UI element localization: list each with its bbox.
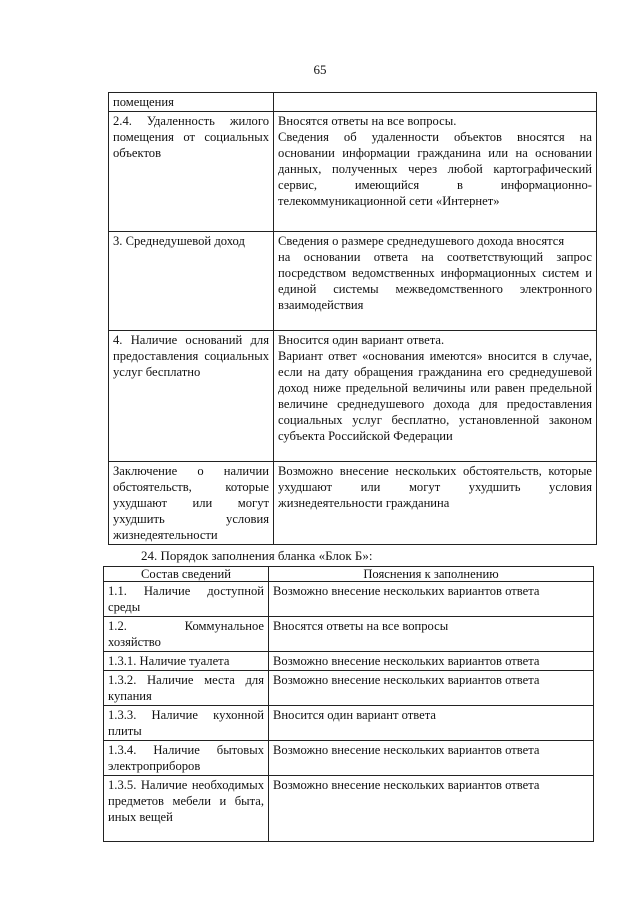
explanation-paragraph: Вносятся ответы на все вопросы. bbox=[278, 114, 457, 128]
explanation-paragraph: на основании ответа на соответствующий запрос посредством ведомственных информационных систем и единой системы межведомственного электронного взаимодействия bbox=[278, 250, 592, 312]
table-row bbox=[109, 232, 597, 331]
row-label: 1.2. Коммунальное хозяйство bbox=[104, 617, 269, 652]
table-row bbox=[109, 462, 597, 545]
explanation-paragraph: Сведения об удаленности объектов вносятся на основании информации гражданина или на основании данных, полученных через любой картографический сервис, имеющийся в информационно-телекоммуникационной сети «Интернет» bbox=[278, 130, 592, 208]
row-label: 1.3.5. Наличие необходимых предметов мебели и быта, иных вещей bbox=[104, 776, 269, 842]
row-label: 1.3.3. Наличие кухонной плиты bbox=[104, 706, 269, 741]
row-label: 1.3.1. Наличие туалета bbox=[104, 652, 269, 671]
row-explanation bbox=[274, 112, 597, 232]
table-row bbox=[104, 776, 594, 842]
row-explanation bbox=[274, 331, 597, 462]
table-block-b bbox=[103, 566, 594, 842]
row-label: помещения bbox=[109, 93, 274, 112]
row-explanation: Возможно внесение нескольких вариантов ответа bbox=[269, 776, 594, 842]
row-label: 1.1. Наличие доступной среды bbox=[104, 582, 269, 617]
table-row bbox=[104, 741, 594, 776]
table-row bbox=[104, 671, 594, 706]
row-explanation: Вносятся ответы на все вопросы bbox=[269, 617, 594, 652]
column-header: Состав сведений bbox=[104, 567, 269, 582]
row-explanation bbox=[274, 232, 597, 331]
row-explanation: Возможно внесение нескольких вариантов ответа bbox=[269, 652, 594, 671]
row-label: 2.4. Удаленность жилого помещения от социальных объектов bbox=[109, 112, 274, 232]
table-row bbox=[109, 112, 597, 232]
explanation-paragraph: Вносится один вариант ответа. bbox=[278, 333, 445, 347]
table-row bbox=[109, 93, 597, 112]
row-label: 3. Среднедушевой доход bbox=[109, 232, 274, 331]
table-row bbox=[104, 617, 594, 652]
table-row bbox=[109, 331, 597, 462]
section-title: 24. Порядок заполнения бланка «Блок Б»: bbox=[141, 548, 373, 563]
row-explanation: Возможно внесение нескольких вариантов ответа bbox=[269, 741, 594, 776]
row-explanation: Возможно внесение нескольких вариантов ответа bbox=[269, 582, 594, 617]
row-explanation bbox=[274, 462, 597, 545]
table-row bbox=[104, 582, 594, 617]
table-row bbox=[104, 652, 594, 671]
row-label: 1.3.4. Наличие бытовых электроприборов bbox=[104, 741, 269, 776]
table-block-a-continued bbox=[108, 92, 597, 545]
row-explanation bbox=[274, 93, 597, 112]
row-label: Заключение о наличии обстоятельств, которые ухудшают или могут ухудшить условия жизнедеятельности bbox=[109, 462, 274, 545]
row-label: 4. Наличие оснований для предоставления социальных услуг бесплатно bbox=[109, 331, 274, 462]
row-explanation: Возможно внесение нескольких вариантов ответа bbox=[269, 671, 594, 706]
explanation-paragraph: Вариант ответ «основания имеются» вносится в случае, если на дату обращения гражданина его среднедушевой доход ниже предельной величины или равен предельной величине среднедушевого дохода для предоставления социальных услуг бесплатно, установленной законом субъекта Российской Федерации bbox=[278, 349, 592, 443]
page-number: 65 bbox=[313, 62, 327, 77]
explanation-paragraph: Сведения о размере среднедушевого дохода вносятся bbox=[278, 234, 565, 248]
row-explanation: Вносится один вариант ответа bbox=[269, 706, 594, 741]
column-header: Пояснения к заполнению bbox=[269, 567, 594, 582]
explanation-paragraph: Возможно внесение нескольких обстоятельств, которые ухудшают или могут ухудшить условия жизнедеятельности гражданина bbox=[278, 464, 592, 510]
table-header-row bbox=[104, 567, 594, 582]
table-row bbox=[104, 706, 594, 741]
row-label: 1.3.2. Наличие места для купания bbox=[104, 671, 269, 706]
